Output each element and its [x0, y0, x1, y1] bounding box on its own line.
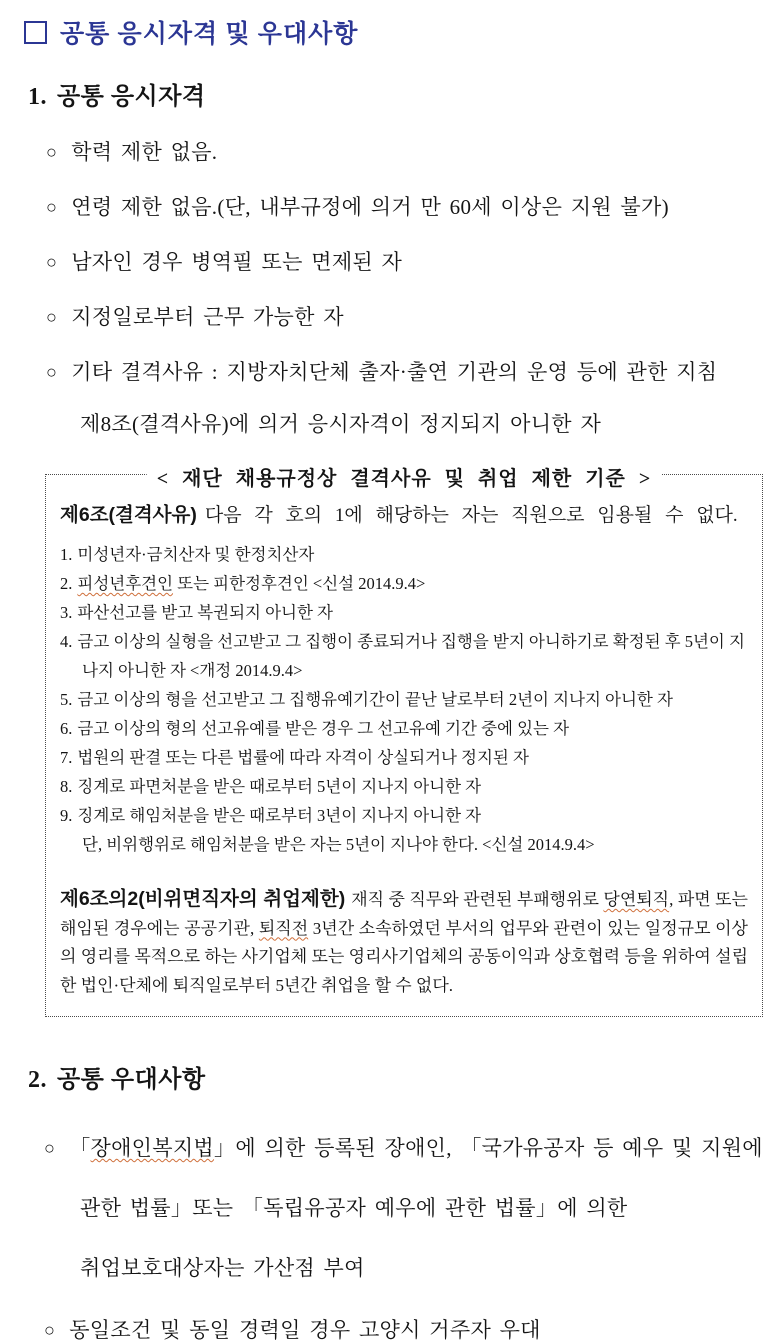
bullet-text: 학력 제한 없음.: [71, 140, 218, 164]
bullet-text: 동일조건 및 동일 경력일 경우 고양시 거주자 우대: [69, 1318, 541, 1342]
article-6-2-title: 제6조의2(비위면직자의 취업제한): [60, 888, 346, 910]
article-6-2-squiggle-word: 퇴직전: [258, 918, 309, 938]
item-text: 금고 이상의 실형을 선고받고 그 집행이 종료되거나 집행을 받지 아니하기로 확정된 후 5년이 지나지 아니한 자 <개정 2014.9.4>: [77, 632, 745, 680]
article-6-2-body: 3년간 소속하였던 부서의 업무와 관련이 있는 일정규모 이상의 영리를 목적으로 하는 사기업체 또는 영리사기업체의 공동이익과 상호협력 등을 위하여 설립한 법인·단체에 퇴직일로부터 5년간 취업을 할 수 없다.: [60, 918, 748, 995]
article-6-2-body: 재직 중 직무와 관련된 부패행위로: [351, 890, 604, 909]
list-item-9-note: 단, 비위행위로 해임처분을 받은 자는 5년이 지나야 한다. <신설 2014.9.4>: [82, 835, 595, 854]
section2-heading: [28, 1059, 780, 1094]
bullet-text-squiggle: 장애인복지법: [90, 1136, 215, 1160]
article-6-2-body: , 파면 또는 해임된 경우에는 공공기관,: [60, 890, 748, 938]
article-6-item-list: [60, 540, 748, 859]
circle-bullet-icon: ○: [46, 307, 58, 327]
list-item-9: [60, 801, 748, 830]
item-text-squiggle: 피성년후견인: [77, 574, 174, 593]
bullet-military: [46, 246, 780, 276]
circle-bullet-icon: ○: [46, 252, 58, 272]
document-page: [0, 14, 780, 1342]
bullet-education: [46, 136, 780, 166]
article-6-title: 제6조(결격사유): [60, 504, 197, 526]
bullet-disqualification: [46, 356, 780, 386]
list-item-3: [60, 598, 748, 627]
article-6-2-paragraph: [60, 885, 748, 1000]
list-item-7: [60, 743, 748, 772]
article-6-headline: [60, 499, 748, 527]
item-number: 2.: [60, 574, 73, 593]
item-number: 9.: [60, 806, 73, 825]
item-text: 파산선고를 받고 복권되지 아니한 자: [77, 603, 333, 622]
article-6-intro: 다음 각 호의 1에 해당하는 자는 직원으로 임용될 수 없다.: [204, 505, 738, 526]
circle-bullet-icon: ○: [44, 1138, 56, 1158]
bullet-text: 「: [69, 1136, 91, 1160]
item-number: 3.: [60, 603, 73, 622]
bullet-preferential-laws: [44, 1132, 780, 1162]
list-item-8: [60, 772, 748, 801]
list-item-1: [60, 540, 748, 569]
circle-bullet-icon: ○: [44, 1320, 56, 1340]
section2-number: 2.: [28, 1067, 47, 1093]
bullet-disqualification-line2: 제8조(결격사유)에 의거 응시자격이 정지되지 아니한 자: [80, 412, 602, 436]
item-text: 징계로 파면처분을 받은 때로부터 5년이 지나지 아니한 자: [77, 777, 482, 796]
item-text: 또는 피한정후견인 <신설 2014.9.4>: [173, 574, 426, 593]
page-title: [24, 14, 780, 50]
item-text: 금고 이상의 형을 선고받고 그 집행유예기간이 끝난 날로부터 2년이 지나지 아니한 자: [77, 690, 673, 709]
item-number: 6.: [60, 719, 73, 738]
notice-box: [45, 468, 763, 1017]
bullet-text: 기타 결격사유 : 지방자치단체 출자·출연 기관의 운영 등에 관한 지침: [71, 360, 718, 384]
bullet-text: 」에 의한 등록된 장애인, 「국가유공자 등 예우 및 지원에: [214, 1136, 763, 1160]
item-number: 4.: [60, 632, 73, 651]
list-item-5: [60, 685, 748, 714]
item-number: 8.: [60, 777, 73, 796]
item-text: 금고 이상의 형의 선고유예를 받은 경우 그 선고유예 기간 중에 있는 자: [77, 719, 570, 738]
circle-bullet-icon: ○: [46, 142, 58, 162]
section1-heading: [28, 76, 780, 111]
bullet-text: 남자인 경우 병역필 또는 면제된 자: [71, 250, 403, 274]
page-title-text: 공통 응시자격 및 우대사항: [60, 21, 359, 48]
item-text: 미성년자·금치산자 및 한정치산자: [77, 545, 315, 564]
item-number: 5.: [60, 690, 73, 709]
section1-number: 1.: [28, 84, 47, 110]
list-item-4: [60, 627, 748, 685]
item-number: 7.: [60, 748, 73, 767]
checkbox-outline-icon: [24, 21, 47, 44]
item-number: 1.: [60, 545, 73, 564]
bullet-age: [46, 191, 780, 221]
item-text: 징계로 해임처분을 받은 때로부터 3년이 지나지 아니한 자: [77, 806, 482, 825]
bullet-start-date: [46, 301, 780, 331]
notice-box-legend: < 재단 채용규정상 결격사유 및 취업 제한 기준 >: [147, 462, 662, 491]
list-item-6: [60, 714, 748, 743]
bullet-text: 지정일로부터 근무 가능한 자: [71, 305, 344, 329]
item-text: 법원의 판결 또는 다른 법률에 따라 자격이 상실되거나 정지된 자: [77, 748, 529, 767]
bullet-preferential-laws-line2: 관한 법률」또는 「독립유공자 예우에 관한 법률」에 의한: [80, 1196, 628, 1220]
section1-heading-text: 공통 응시자격: [57, 84, 206, 110]
bullet-resident-preference: [44, 1314, 780, 1344]
bullet-text: 연령 제한 없음.(단, 내부규정에 의거 만 60세 이상은 지원 불가): [71, 195, 669, 219]
bullet-preferential-laws-line3: 취업보호대상자는 가산점 부여: [80, 1256, 365, 1280]
circle-bullet-icon: ○: [46, 197, 58, 217]
list-item-2: [60, 569, 748, 598]
article-6-2-squiggle-word: 당연퇴직: [603, 890, 670, 909]
section2-heading-text: 공통 우대사항: [57, 1067, 206, 1093]
circle-bullet-icon: ○: [46, 362, 58, 382]
